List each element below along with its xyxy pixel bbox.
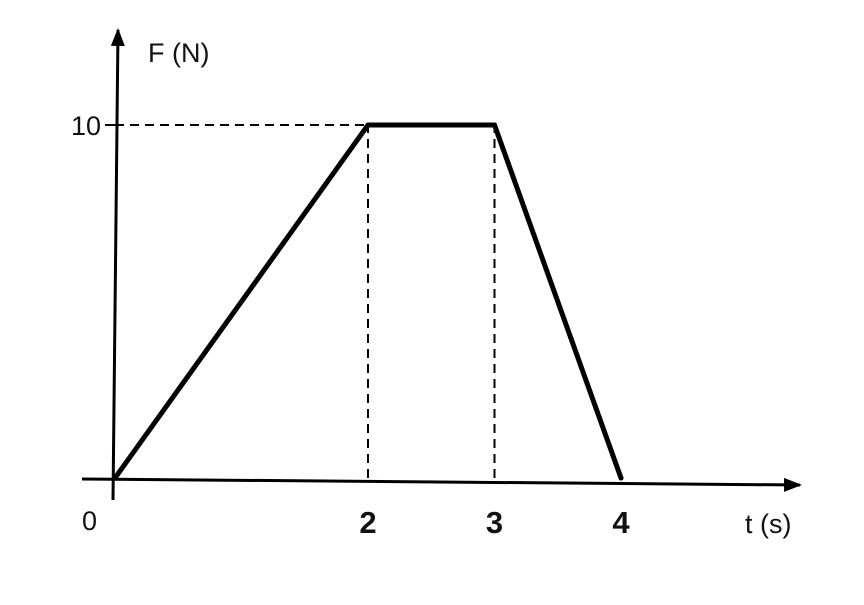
x-tick-label-1: 3: [485, 505, 504, 540]
y-tick-label-0: 10: [70, 111, 101, 141]
x-tick-label-2: 4: [612, 505, 630, 540]
data-point-0: [113, 476, 118, 481]
tick-labels: [71, 111, 630, 540]
y-axis: [113, 30, 118, 500]
origin-label: 0: [82, 506, 98, 536]
x-axis-label: t (s): [745, 509, 792, 539]
data-point-1: [366, 123, 371, 128]
x-tick-label-0: 2: [359, 505, 377, 540]
data-point-2: [492, 123, 497, 128]
x-axis: [82, 479, 800, 485]
data-point-3: [619, 476, 624, 481]
guide-lines: [105, 125, 495, 478]
y-axis-label: F (N): [148, 38, 210, 68]
